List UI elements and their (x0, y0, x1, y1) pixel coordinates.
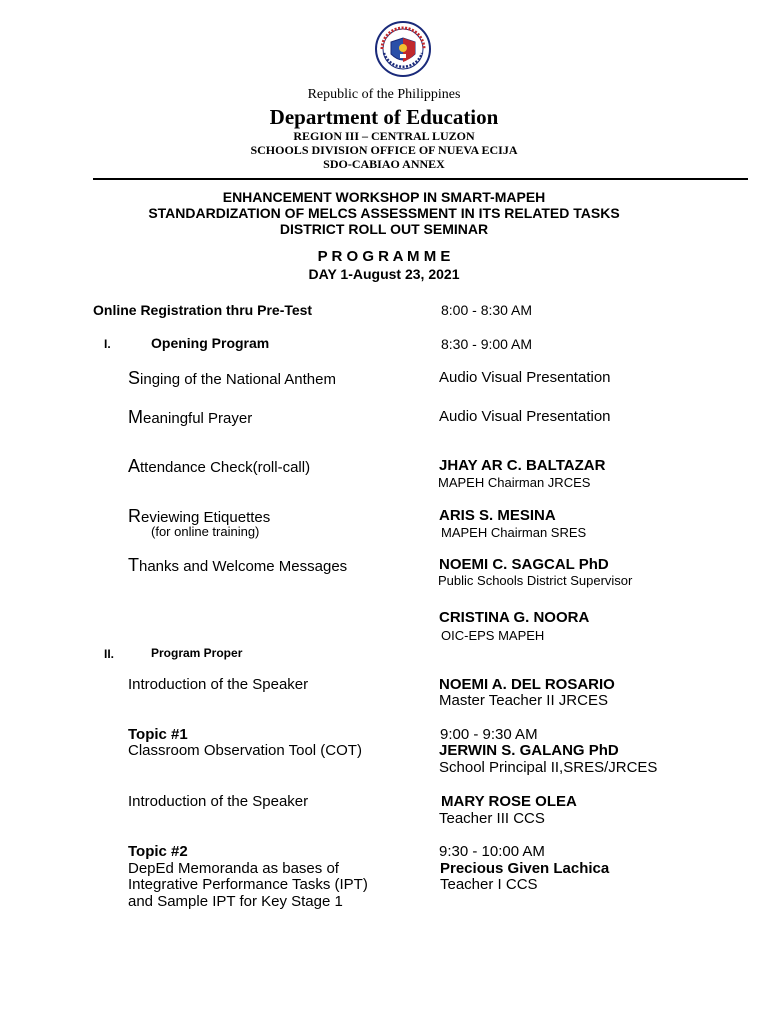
intro-2-label: Introduction of the Speaker (128, 793, 309, 810)
smart-initial: R (128, 506, 141, 526)
opening-numeral: I. (104, 337, 111, 351)
deped-seal-icon (374, 20, 432, 78)
smart-text: inging of the National Anthem (140, 371, 336, 388)
speaker-name-welcome: NOEMI C. SAGCAL PhD (439, 556, 609, 573)
topic-2-role: Teacher I CCS (440, 876, 538, 893)
speaker-name-attendance: JHAY AR C. BALTAZAR (439, 457, 606, 474)
opening-label: Opening Program (151, 335, 270, 351)
intro-1-name: NOEMI A. DEL ROSARIO (439, 676, 615, 693)
speaker-name-etiquettes: ARIS S. MESINA (439, 507, 556, 524)
speaker-role-attendance: MAPEH Chairman JRCES (438, 475, 591, 490)
speaker-name-extra: CRISTINA G. NOORA (439, 609, 590, 626)
topic-1-speaker: JERWIN S. GALANG PhD (439, 742, 619, 759)
topic-2-line-2: Integrative Performance Tasks (IPT) (128, 876, 368, 893)
region-line: REGION III – CENTRAL LUZON (293, 129, 475, 143)
programme-heading: P R O G R A M M E (317, 248, 451, 265)
smart-item-prayer (128, 407, 252, 428)
topic-2-line-3: and Sample IPT for Key Stage 1 (128, 893, 343, 910)
title-line-1: ENHANCEMENT WORKSHOP IN SMART-MAPEH (222, 189, 546, 205)
topic-1-time: 9:00 - 9:30 AM (440, 726, 538, 743)
smart-speaker-prayer: Audio Visual Presentation (439, 408, 611, 425)
division-line: SCHOOLS DIVISION OFFICE OF NUEVA ECIJA (250, 143, 518, 157)
speaker-role-welcome: Public Schools District Supervisor (438, 573, 633, 588)
registration-time: 8:00 - 8:30 AM (441, 302, 533, 318)
proper-numeral: II. (104, 647, 115, 661)
smart-subtext-etiquettes: (for online training) (151, 524, 260, 539)
intro-2-name: MARY ROSE OLEA (441, 793, 577, 810)
smart-initial: S (128, 368, 141, 388)
smart-text: ttendance Check(roll-call) (140, 459, 311, 476)
smart-text: eaningful Prayer (143, 410, 253, 427)
smart-initial: M (128, 407, 143, 427)
day-date: DAY 1-August 23, 2021 (308, 266, 460, 282)
topic-2-speaker: Precious Given Lachica (440, 860, 610, 877)
smart-initial: T (128, 555, 139, 575)
topic-1-title: Classroom Observation Tool (COT) (128, 742, 362, 759)
smart-item-attendance (128, 456, 310, 477)
smart-item-singing (128, 368, 336, 389)
smart-text: hanks and Welcome Messages (139, 558, 348, 575)
title-line-3: DISTRICT ROLL OUT SEMINAR (279, 221, 489, 237)
intro-1-label: Introduction of the Speaker (128, 676, 309, 693)
registration-label: Online Registration thru Pre-Test (93, 302, 313, 318)
intro-1-role: Master Teacher II JRCES (439, 692, 608, 709)
topic-1-heading: Topic #1 (128, 726, 188, 743)
smart-text: eviewing Etiquettes (141, 509, 271, 526)
speaker-role-etiquettes: MAPEH Chairman SRES (441, 525, 587, 540)
header-divider (93, 178, 748, 180)
title-line-2: STANDARDIZATION OF MELCS ASSESSMENT IN ITS RELATED TASKS (148, 205, 620, 221)
department-name: Department of Education (269, 105, 499, 129)
topic-1-role: School Principal II,SRES/JRCES (439, 759, 658, 776)
annex-line: SDO-CABIAO ANNEX (323, 157, 445, 171)
topic-2-line-1: DepEd Memoranda as bases of (128, 860, 339, 877)
republic-line: Republic of the Philippines (307, 87, 461, 102)
topic-2-time: 9:30 - 10:00 AM (439, 843, 545, 860)
opening-time: 8:30 - 9:00 AM (441, 336, 533, 352)
smart-initial: A (128, 456, 141, 476)
topic-2-heading: Topic #2 (128, 843, 188, 860)
smart-speaker-singing: Audio Visual Presentation (439, 369, 611, 386)
speaker-role-extra: OIC-EPS MAPEH (441, 628, 545, 643)
smart-item-welcome (128, 555, 347, 576)
proper-label: Program Proper (151, 646, 243, 660)
intro-2-role: Teacher III CCS (439, 810, 545, 827)
